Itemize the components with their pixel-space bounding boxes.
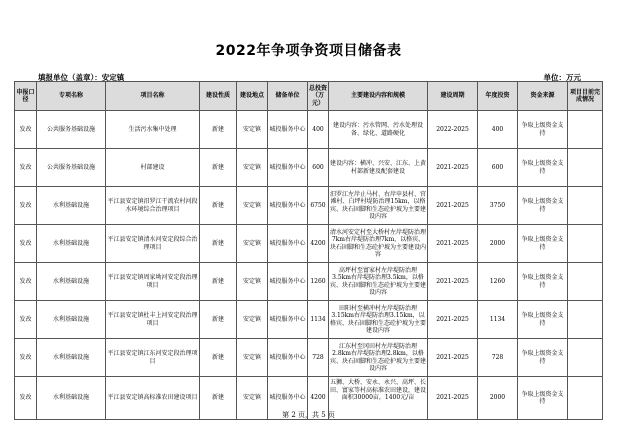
cell-fund-source: 争取上级资金支持	[518, 111, 568, 149]
cell-content: 田阳村至横冲村左岸堤防治理3.15km右岸堤防治理3.15km，以格宾、块石固脚和生态砼护坡为主要建设内容	[329, 301, 428, 339]
cell-fund-source: 争取上级资金支持	[518, 263, 568, 301]
cell-project-name: 平江县安定镇高标准农田建设项目	[106, 377, 200, 420]
cell-location: 安定镇	[237, 187, 268, 225]
cell-special: 水利基础设施	[37, 187, 106, 225]
cell-annual-investment: 728	[478, 339, 518, 377]
cell-reserve-unit: 城投服务中心	[268, 111, 308, 149]
project-table	[14, 81, 603, 420]
col-header-special: 专项名称	[37, 82, 106, 111]
cell-nature: 新建	[200, 301, 237, 339]
cell-reserve-unit: 城投服务中心	[268, 187, 308, 225]
table-row	[15, 263, 603, 301]
col-header-annual-investment: 年度投资	[478, 82, 518, 111]
cell-period: 2021-2025	[428, 301, 478, 339]
col-header-status: 项目目前完成情况	[568, 82, 603, 111]
cell-total-investment: 400	[308, 111, 329, 149]
table-row	[15, 301, 603, 339]
cell-scope: 发改	[15, 111, 37, 149]
cell-annual-investment: 2000	[478, 225, 518, 263]
cell-reserve-unit: 城投服务中心	[268, 301, 308, 339]
cell-fund-source: 争取上级资金支持	[518, 225, 568, 263]
cell-content: 汨罗江左岸止马村、右岸申县村、官滩村、白坪村堤防治理15km，以格宾、块石固脚和生态砼护坡为主要建设内容	[329, 187, 428, 225]
cell-content: 清水河安定村至大桥村左岸堤防治理7km右岸堤防治理7km，以格宾、块石固脚和生态砼护坡为主要建设内容	[329, 225, 428, 263]
cell-project-name: 平江县安定镇清水河安定段综合治理项目	[106, 225, 200, 263]
cell-annual-investment: 1134	[478, 301, 518, 339]
col-header-location: 建设地点	[237, 82, 268, 111]
page-footer: 第 2 页，共 5 页	[282, 411, 335, 419]
cell-total-investment: 1134	[308, 301, 329, 339]
cell-project-name: 村部建设	[106, 149, 200, 187]
cell-total-investment: 6750	[308, 187, 329, 225]
cell-content: 高坪村至富家村左岸堤防治理3.5km右岸堤防治理3.5km，以格宾、块石固脚和生态砼护坡为主要建设内容	[329, 263, 428, 301]
reporting-unit: 填报单位（盖章）：安定镇	[38, 73, 125, 82]
cell-location: 安定镇	[237, 377, 268, 420]
cell-period: 2021-2025	[428, 377, 478, 420]
cell-project-name: 平江县安定镇杜丰上河安定段治理项目	[106, 301, 200, 339]
cell-nature: 新建	[200, 263, 237, 301]
document-title: 2022年争项争资项目储备表	[215, 43, 402, 59]
cell-reserve-unit: 城投服务中心	[268, 225, 308, 263]
cell-period: 2021-2025	[428, 187, 478, 225]
cell-period: 2021-2025	[428, 225, 478, 263]
cell-location: 安定镇	[237, 225, 268, 263]
cell-scope: 发改	[15, 187, 37, 225]
cell-special: 公共服务基础设施	[37, 149, 106, 187]
cell-total-investment: 1260	[308, 263, 329, 301]
cell-fund-source: 争取上级资金支持	[518, 149, 568, 187]
cell-status	[568, 301, 603, 339]
cell-status	[568, 225, 603, 263]
cell-special: 水利基础设施	[37, 377, 106, 420]
cell-annual-investment: 2000	[478, 377, 518, 420]
cell-location: 安定镇	[237, 339, 268, 377]
cell-fund-source: 争取上级资金支持	[518, 187, 568, 225]
cell-fund-source: 争取上级资金支持	[518, 301, 568, 339]
cell-total-investment: 4200	[308, 225, 329, 263]
cell-content: 江东村至冈田村左岸堤防治理2.8km右岸堤防治理2.8km，以格宾、块石固脚和生态砼护坡为主要建设内容	[329, 339, 428, 377]
cell-status	[568, 339, 603, 377]
cell-reserve-unit: 城投服务中心	[268, 377, 308, 420]
cell-nature: 新建	[200, 225, 237, 263]
cell-project-name: 生活污水集中处理	[106, 111, 200, 149]
cell-status	[568, 111, 603, 149]
cell-reserve-unit: 城投服务中心	[268, 339, 308, 377]
table-row	[15, 225, 603, 263]
cell-nature: 新建	[200, 377, 237, 420]
cell-nature: 新建	[200, 187, 237, 225]
cell-special: 水利基础设施	[37, 301, 106, 339]
cell-location: 安定镇	[237, 263, 268, 301]
table-row	[15, 339, 603, 377]
cell-reserve-unit: 城投服务中心	[268, 149, 308, 187]
cell-period: 2021-2025	[428, 263, 478, 301]
money-unit: 单位：万元	[543, 73, 581, 82]
cell-reserve-unit: 城投服务中心	[268, 263, 308, 301]
cell-content: 建设内容：污水管网、污水处理设备、绿化、道路硬化	[329, 111, 428, 149]
col-header-fund-source: 资金来源	[518, 82, 568, 111]
cell-special: 水利基础设施	[37, 263, 106, 301]
cell-total-investment: 4200	[308, 377, 329, 420]
cell-location: 安定镇	[237, 149, 268, 187]
cell-special: 水利基础设施	[37, 225, 106, 263]
table-row	[15, 149, 603, 187]
cell-period: 2022-2025	[428, 111, 478, 149]
cell-fund-source: 争取上级资金支持	[518, 339, 568, 377]
table-row	[15, 187, 603, 225]
cell-scope: 发改	[15, 301, 37, 339]
col-header-content: 主要建设内容和规模	[329, 82, 428, 111]
cell-annual-investment: 3750	[478, 187, 518, 225]
table-header-row	[15, 82, 603, 111]
table-row	[15, 111, 603, 149]
cell-project-name: 平江县安定镇江东河安定段治理项目	[106, 339, 200, 377]
cell-scope: 发改	[15, 225, 37, 263]
cell-scope: 发改	[15, 149, 37, 187]
cell-fund-source: 争取上级资金支持	[518, 377, 568, 420]
cell-nature: 新建	[200, 111, 237, 149]
cell-annual-investment: 600	[478, 149, 518, 187]
cell-status	[568, 149, 603, 187]
cell-nature: 新建	[200, 339, 237, 377]
col-header-period: 建设周期	[428, 82, 478, 111]
cell-period: 2021-2025	[428, 149, 478, 187]
col-header-scope: 申报口径	[15, 82, 37, 111]
cell-scope: 发改	[15, 263, 37, 301]
cell-location: 安定镇	[237, 301, 268, 339]
col-header-total-investment: 总投资（万元）	[308, 82, 329, 111]
cell-content: 五狮、大桥、安永、永兴、高坪、长田、富家等村高标准农田建设，建设面积30000亩，1400元/亩	[329, 377, 428, 420]
cell-project-name: 平江县安定镇汨罗江干流农村河段水环境综合治理项目	[106, 187, 200, 225]
cell-nature: 新建	[200, 149, 237, 187]
cell-period: 2021-2025	[428, 339, 478, 377]
cell-annual-investment: 400	[478, 111, 518, 149]
cell-project-name: 平江县安定镇周家坳河安定段治理项目	[106, 263, 200, 301]
cell-scope: 发改	[15, 377, 37, 420]
col-header-project-name: 项目名称	[106, 82, 200, 111]
cell-status	[568, 263, 603, 301]
cell-total-investment: 600	[308, 149, 329, 187]
cell-special: 公共服务基础设施	[37, 111, 106, 149]
cell-scope: 发改	[15, 339, 37, 377]
cell-content: 建设内容：横冲、兴安、江东、上黄村部新建及配套建设	[329, 149, 428, 187]
cell-location: 安定镇	[237, 111, 268, 149]
cell-special: 水利基础设施	[37, 339, 106, 377]
cell-total-investment: 728	[308, 339, 329, 377]
col-header-nature: 建设性质	[200, 82, 237, 111]
cell-annual-investment: 1260	[478, 263, 518, 301]
cell-status	[568, 187, 603, 225]
col-header-reserve-unit: 储备单位	[268, 82, 308, 111]
